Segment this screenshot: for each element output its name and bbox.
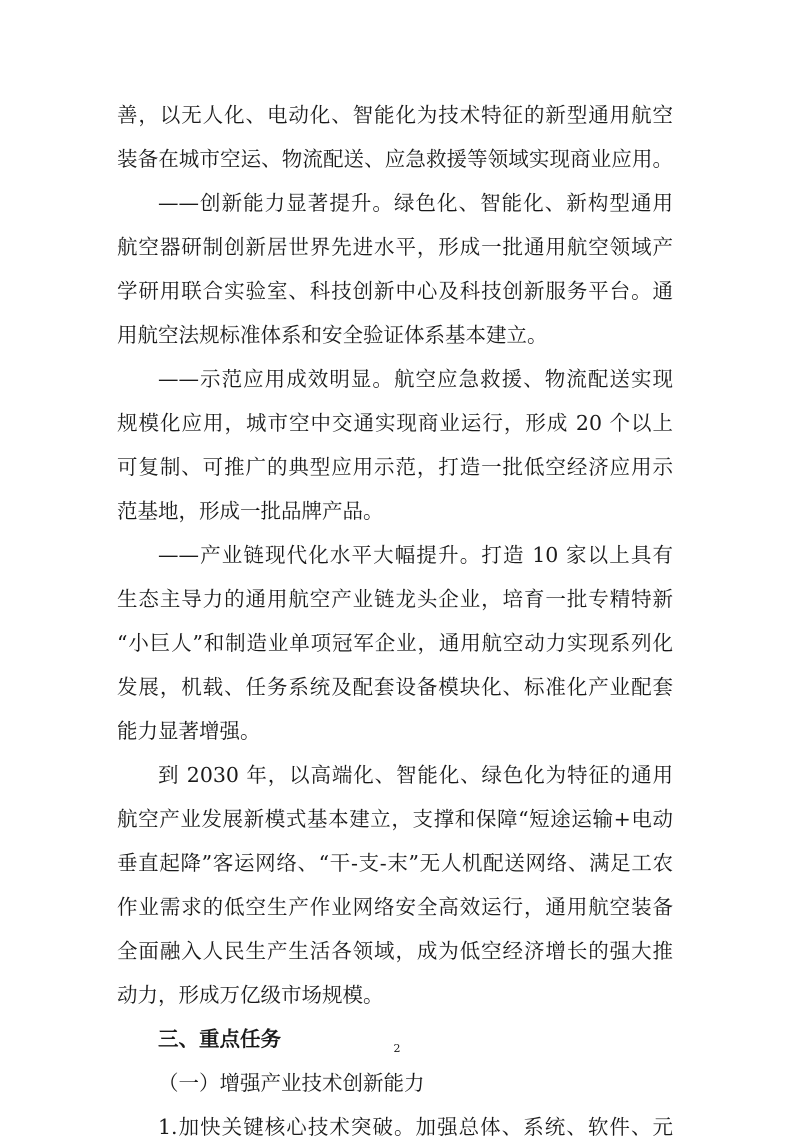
paragraph-line: 能力显著增强。 bbox=[117, 719, 261, 743]
paragraph-line: 动力，形成万亿级市场规模。 bbox=[117, 983, 384, 1007]
paragraph-line: 到 2030 年，以高端化、智能化、绿色化为特征的通用 bbox=[158, 763, 673, 787]
paragraph-line: 生态主导力的通用航空产业链龙头企业，培育一批专精特新 bbox=[117, 587, 673, 611]
paragraph-line: 学研用联合实验室、科技创新中心及科技创新服务平台。通 bbox=[117, 279, 673, 303]
page-number: 2 bbox=[393, 1042, 401, 1055]
paragraph-line: 可复制、可推广的典型应用示范，打造一批低空经济应用示 bbox=[117, 455, 673, 479]
paragraph-line: 1.加快关键核心技术突破。加强总体、系统、软件、元 bbox=[158, 1115, 673, 1139]
section-heading: 三、重点任务 bbox=[158, 1027, 281, 1051]
paragraph-line: 发展，机载、任务系统及配套设备模块化、标准化产业配套 bbox=[117, 675, 673, 699]
paragraph-line: ——产业链现代化水平大幅提升。打造 10 家以上具有 bbox=[158, 543, 673, 567]
paragraph-line: 用航空法规标准体系和安全验证体系基本建立。 bbox=[117, 323, 548, 347]
paragraph-line: 航空器研制创新居世界先进水平，形成一批通用航空领域产 bbox=[117, 235, 673, 259]
paragraph-line: 作业需求的低空生产作业网络安全高效运行，通用航空装备 bbox=[117, 895, 673, 919]
paragraph-line: 范基地，形成一批品牌产品。 bbox=[117, 499, 384, 523]
subsection-heading: （一）增强产业技术创新能力 bbox=[158, 1071, 425, 1095]
paragraph-line: ——创新能力显著提升。绿色化、智能化、新构型通用 bbox=[158, 191, 673, 215]
paragraph-line: 航空产业发展新模式基本建立，支撑和保障“短途运输+电动 bbox=[117, 807, 673, 831]
paragraph-line: 全面融入人民生产生活各领域，成为低空经济增长的强大推 bbox=[117, 939, 673, 963]
paragraph-line: ——示范应用成效明显。航空应急救援、物流配送实现 bbox=[158, 367, 673, 391]
paragraph-line: 规模化应用，城市空中交通实现商业运行，形成 20 个以上 bbox=[117, 411, 673, 435]
paragraph-line: 垂直起降”客运网络、“干-支-末”无人机配送网络、满足工农 bbox=[117, 851, 673, 875]
paragraph-line: 装备在城市空运、物流配送、应急救援等领域实现商业应用。 bbox=[117, 147, 673, 171]
paragraph-line: 善，以无人化、电动化、智能化为技术特征的新型通用航空 bbox=[117, 103, 673, 127]
paragraph-line: “小巨人”和制造业单项冠军企业，通用航空动力实现系列化 bbox=[117, 631, 673, 655]
